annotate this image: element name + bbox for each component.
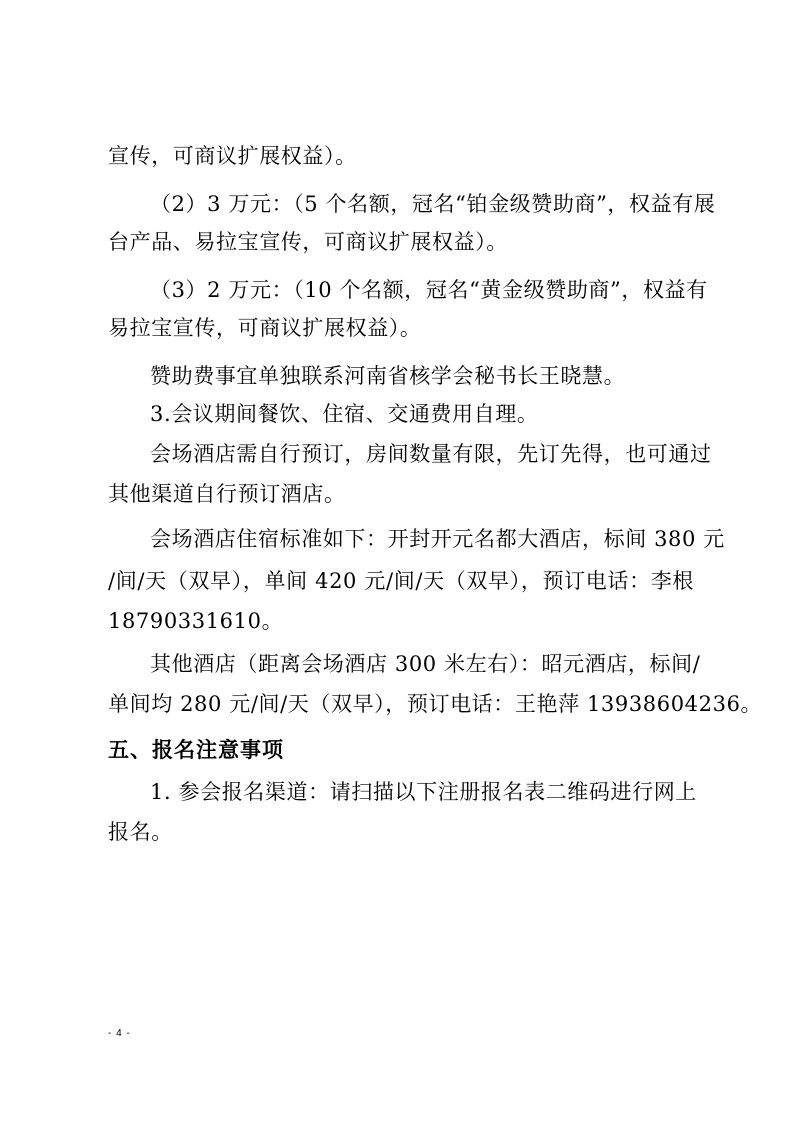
text-line-11: /间/天（双早），单间 420 元/间/天（双早），预订电话：李根 bbox=[108, 569, 694, 593]
text-line-5: 易拉宝宣传，可商议扩展权益）。 bbox=[108, 316, 422, 340]
text-line-14: 单间均 280 元/间/天（双早），预订电话：王艳萍 13938604236。 bbox=[108, 692, 763, 716]
page-number: - 4 - bbox=[108, 1028, 131, 1039]
text-line-2: （2）3 万元：（5 个名额，冠名“铂金级赞助商”，权益有展 bbox=[150, 192, 716, 216]
text-line-16: 1. 参会报名渠道：请扫描以下注册报名表二维码进行网上 bbox=[150, 780, 697, 804]
text-line-7: 3.会议期间餐饮、住宿、交通费用自理。 bbox=[150, 402, 539, 426]
text-line-8: 会场酒店需自行预订，房间数量有限，先订先得，也可通过 bbox=[150, 442, 712, 466]
section-heading: 五、报名注意事项 bbox=[108, 738, 284, 762]
text-line-4: （3）2 万元：（10 个名额，冠名“黄金级赞助商”，权益有 bbox=[150, 278, 708, 302]
text-line-9: 其他渠道自行预订酒店。 bbox=[108, 482, 346, 506]
text-line-1: 宣传，可商议扩展权益）。 bbox=[108, 144, 357, 168]
text-line-12: 18790331610。 bbox=[108, 609, 284, 633]
text-line-13: 其他酒店（距离会场酒店 300 米左右）：昭元酒店，标间/ bbox=[150, 652, 701, 676]
text-line-17: 报名。 bbox=[108, 820, 173, 844]
text-line-3: 台产品、易拉宝宣传，可商议扩展权益）。 bbox=[108, 230, 508, 254]
text-line-10: 会场酒店住宿标准如下：开封开元名都大酒店，标间 380 元 bbox=[150, 527, 725, 551]
text-line-6: 赞助费事宜单独联系河南省核学会秘书长王晓慧。 bbox=[150, 364, 626, 388]
